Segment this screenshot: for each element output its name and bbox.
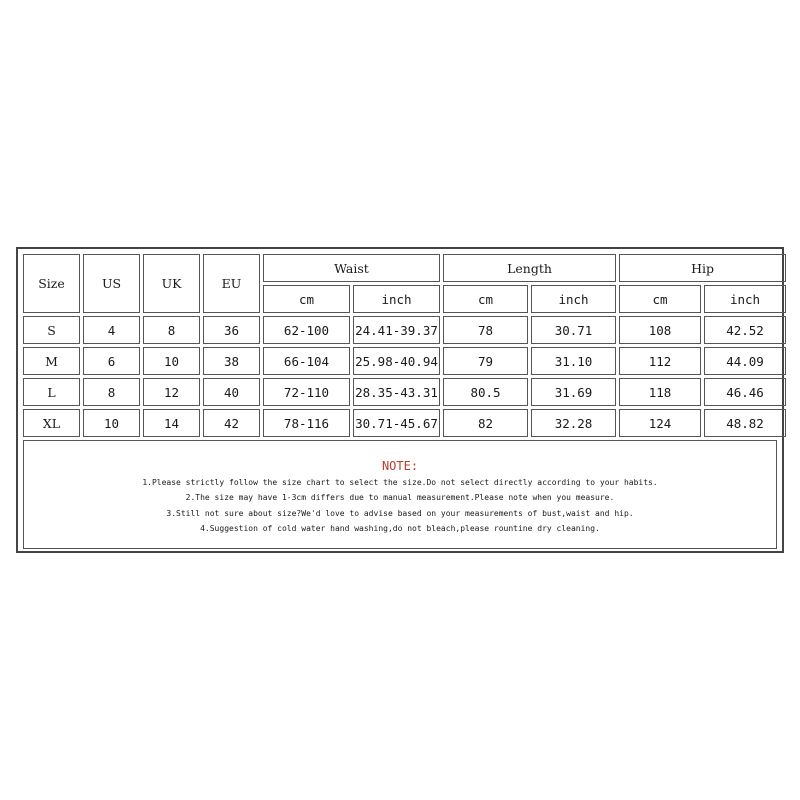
table-row (23, 409, 786, 437)
table-row (23, 316, 786, 344)
header-waist-cm: cm (263, 285, 350, 313)
cell-eu: 42 (203, 409, 260, 437)
cell-eu: 38 (203, 347, 260, 375)
cell-length-inch: 32.28 (531, 409, 616, 437)
size-table (20, 251, 789, 440)
header-us: US (83, 254, 140, 313)
cell-hip-inch: 42.52 (704, 316, 786, 344)
cell-length-cm: 82 (443, 409, 528, 437)
cell-hip-cm: 112 (619, 347, 701, 375)
header-size: Size (23, 254, 80, 313)
table-row (23, 378, 786, 406)
table-row (23, 347, 786, 375)
header-waist: Waist (263, 254, 440, 282)
cell-length-inch: 31.10 (531, 347, 616, 375)
cell-hip-inch: 48.82 (704, 409, 786, 437)
header-length-inch: inch (531, 285, 616, 313)
note-line-1: 1.Please strictly follow the size chart to select the size.Do not select directly according to your habits. (142, 477, 658, 487)
cell-us: 8 (83, 378, 140, 406)
notes-title: NOTE: (381, 459, 419, 473)
header-row-groups (23, 254, 786, 282)
cell-hip-cm: 124 (619, 409, 701, 437)
cell-size: XL (23, 409, 80, 437)
cell-hip-cm: 118 (619, 378, 701, 406)
cell-eu: 36 (203, 316, 260, 344)
header-uk: UK (143, 254, 200, 313)
cell-waist-cm: 78-116 (263, 409, 350, 437)
cell-size: M (23, 347, 80, 375)
cell-hip-inch: 44.09 (704, 347, 786, 375)
note-line-2: 2.The size may have 1-3cm differs due to manual measurement.Please note when you measure. (185, 493, 615, 502)
cell-uk: 12 (143, 378, 200, 406)
header-hip-cm: cm (619, 285, 701, 313)
cell-us: 10 (83, 409, 140, 437)
cell-us: 6 (83, 347, 140, 375)
cell-waist-cm: 62-100 (263, 316, 350, 344)
cell-waist-inch: 30.71-45.67 (353, 409, 440, 437)
size-chart (16, 247, 784, 553)
cell-length-inch: 30.71 (531, 316, 616, 344)
cell-hip-cm: 108 (619, 316, 701, 344)
cell-waist-inch: 25.98-40.94 (353, 347, 440, 375)
header-length-cm: cm (443, 285, 528, 313)
header-hip-inch: inch (704, 285, 786, 313)
header-waist-inch: inch (353, 285, 440, 313)
cell-uk: 14 (143, 409, 200, 437)
header-eu: EU (203, 254, 260, 313)
cell-length-inch: 31.69 (531, 378, 616, 406)
cell-waist-cm: 66-104 (263, 347, 350, 375)
cell-length-cm: 79 (443, 347, 528, 375)
cell-uk: 10 (143, 347, 200, 375)
cell-waist-inch: 28.35-43.31 (353, 378, 440, 406)
notes-box (23, 440, 777, 549)
cell-uk: 8 (143, 316, 200, 344)
header-length: Length (443, 254, 616, 282)
cell-length-cm: 80.5 (443, 378, 528, 406)
cell-waist-inch: 24.41-39.37 (353, 316, 440, 344)
cell-length-cm: 78 (443, 316, 528, 344)
note-line-3: 3.Still not sure about size?We'd love to advise based on your measurements of bust,waist and hip. (166, 508, 634, 518)
cell-us: 4 (83, 316, 140, 344)
cell-size: S (23, 316, 80, 344)
cell-size: L (23, 378, 80, 406)
note-line-4: 4.Suggestion of cold water hand washing,do not bleach,please rountine dry cleaning. (200, 524, 600, 533)
header-hip: Hip (619, 254, 786, 282)
cell-hip-inch: 46.46 (704, 378, 786, 406)
cell-waist-cm: 72-110 (263, 378, 350, 406)
cell-eu: 40 (203, 378, 260, 406)
